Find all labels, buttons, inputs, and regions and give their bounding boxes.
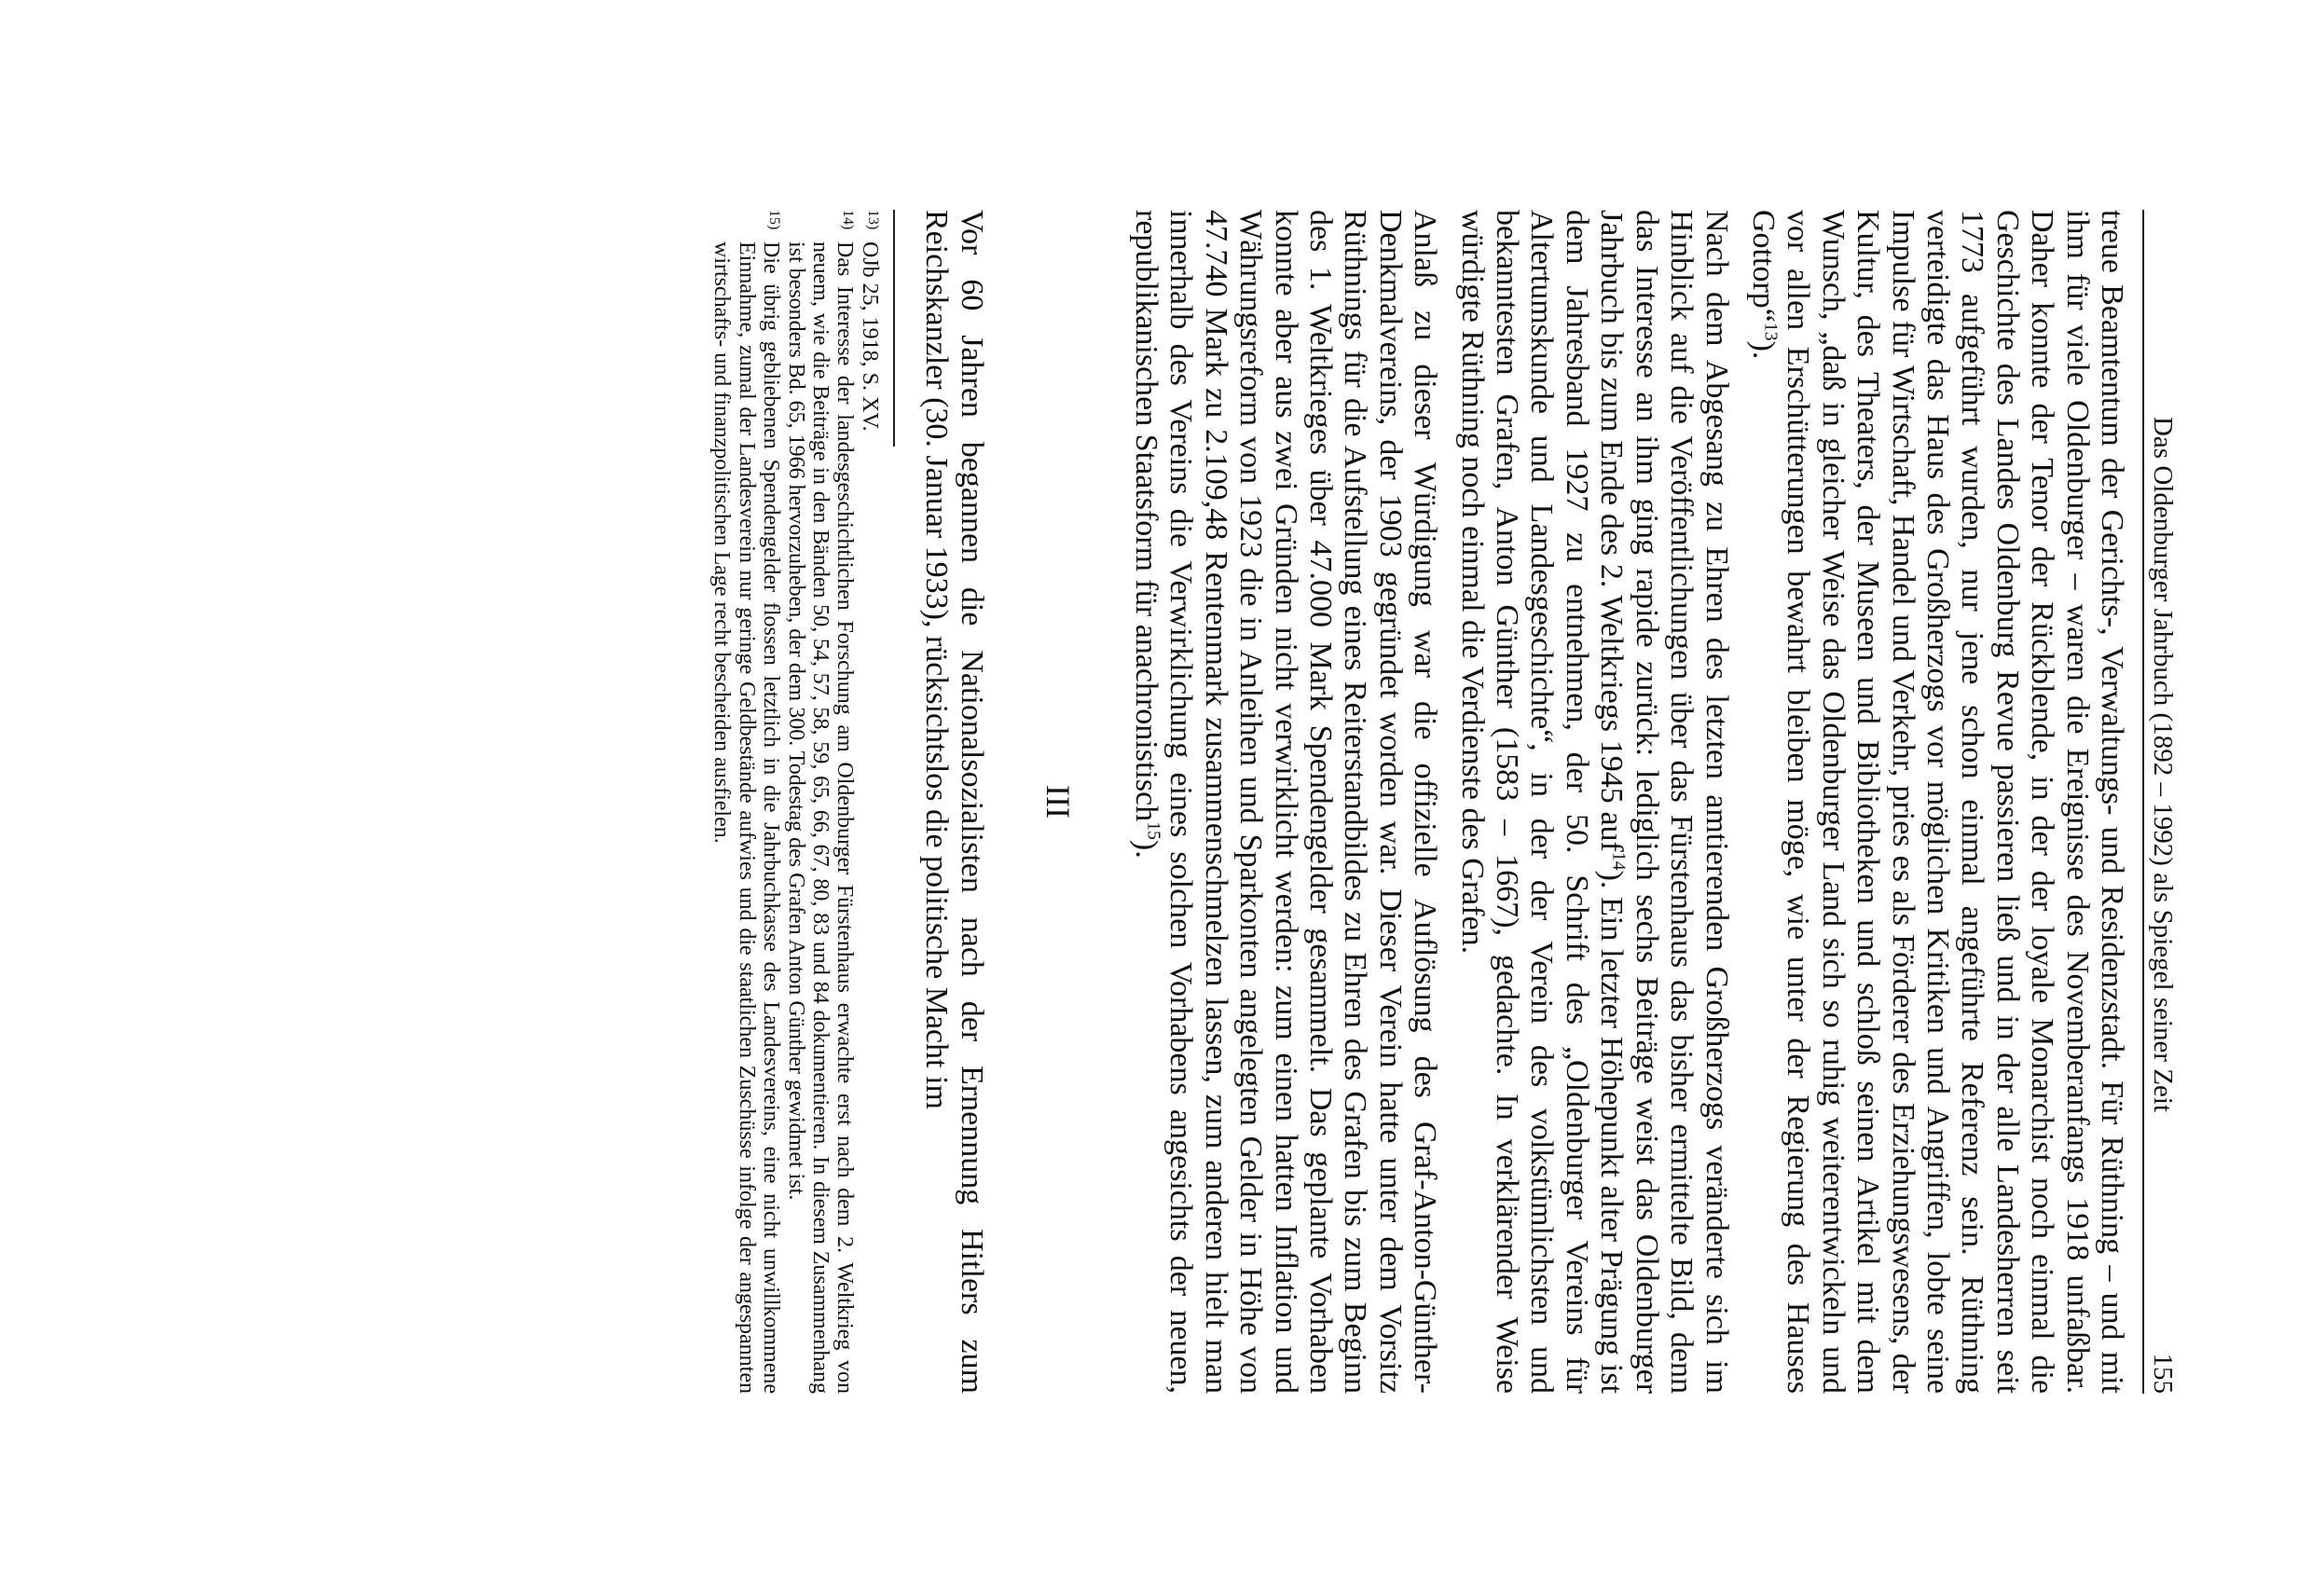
section-heading: III bbox=[1039, 785, 1077, 819]
paragraph-text: Vor 60 Jahren begannen die Nationalsozialisten nach der Ernennung Hitlers zum Reichskanzler (30. Januar 1933), rücksichtslos die politische Macht im bbox=[919, 210, 989, 1394]
rotated-page-content bbox=[224, 210, 2181, 1394]
footnote-reference: 15 bbox=[1143, 821, 1164, 840]
paragraph-text-end: ). bbox=[1745, 340, 1781, 360]
footnote bbox=[857, 210, 881, 1394]
paragraph-text-cont: ). Ein letzter Höhepunkt alter Prägung ist dem Jahresband 1927 zu entnehmen, der 50. Schrift des „Oldenburger Vereins für Altertumskunde und Landesgeschichte“, in der der Verein des volkstümlichsten und bekanntesten Grafen, Anton Günther (1583 – 1667), gedachte. In verklärender Weise würdigte Rüthning noch einmal die Verdienste des Grafen. bbox=[1454, 210, 1630, 1395]
footnote bbox=[783, 210, 857, 1394]
footnote-mark: 13) bbox=[864, 210, 881, 230]
footnote-reference: 14 bbox=[1608, 851, 1630, 871]
paragraph bbox=[1746, 210, 2129, 1394]
page-number: 155 bbox=[2148, 1353, 2178, 1394]
footnote-text: OJb 25, 1918, S. XV. bbox=[857, 241, 882, 432]
paragraph-text: Anlaß zu dieser Würdigung war die offizielle Auflösung des Graf-Anton-Günther-Denkmalvereins, der 1903 gegründet worden war. Dieser Verein hatte unter dem Vorsitz Rüthnings für die Aufstellung eines Reiterstandbildes zu Ehren des Grafen bis zum Beginn des 1. Weltkrieges über 47.000 Mark Spendengelder gesammelt. Das geplante Vorhaben konnte aber aus zwei Gründen nicht verwirklicht werden: zum einen hatten Inflation und Währungsreform von 1923 die in Anleihen und Sparkonten angelegten Gelder in Höhe von 47.740 Mark zu 2.109,48 Rentenmark zusammenschmelzen lassen, zum anderen hielt man innerhalb des Vereins die Verwirklichung eines solchen Vorhabens angesichts der neuen, republikanischen Staatsform für anachronistisch bbox=[1129, 210, 1443, 1394]
footnote-reference: 13 bbox=[1760, 322, 1782, 341]
footnote bbox=[709, 210, 783, 1394]
footnote-divider bbox=[893, 210, 895, 447]
paragraph bbox=[1454, 210, 1733, 1394]
footnotes bbox=[709, 210, 882, 1394]
footnote-text: Das Interesse der landesgeschichtlichen Forschung am Oldenburger Fürstenhaus erwachte erst nach dem 2. Weltkrieg von neuem, wie die Beiträge in den Bänden 50, 54, 57, 58, 59, 65, 66, 67, 80, 83 und 84 dokumentieren. In diesem Zusammenhang ist besonders Bd. 65, 1966 hervorzuheben, der dem 300. Todestag des Grafen Anton Günther gewidmet ist. bbox=[783, 241, 858, 1394]
footnote-text: Die übrig gebliebenen Spendengelder flossen letztlich in die Jahrbuchkasse des Landesvereins, eine nicht unwillkommene Einnahme, zumal der Landesverein nur geringe Geldbestände aufwies und die staatlichen Zuschüsse infolge der angespannten wirtschafts- und finanzpolitischen Lage recht bescheiden ausfielen. bbox=[709, 241, 784, 1394]
paragraph-text: treue Beamtentum der Gerichts-, Verwaltungs- und Residenzstadt. Für Rüthning – und mit ihm für viele Oldenburger – waren die Ereignisse des Novemberanfangs 1918 unfaßbar. Daher konnte der Tenor der Rückblende, in der der loyale Monarchist noch einmal die Geschichte des Landes Oldenburg Revue passieren ließ und in der alle Landesherren seit 1773 aufgeführt wurden, nur jene schon einmal angeführte Referenz sein. Rüthning verteidigte das Haus des Großherzogs vor möglichen Kritiken und Angriffen, lobte seine Impulse für Wirtschaft, Handel und Verkehr, pries es als Förderer des Erziehungswesens, der Kultur, des Theaters, der Museen und Bibliotheken und schloß seinen Artikel mit dem Wunsch, „daß in gleicher Weise das Oldenburger Land sich so ruhig weiterentwickeln und vor allen Erschütterungen bewahrt bleiben möge, wie unter der Regierung des Hauses Gottorp“ bbox=[1745, 210, 2129, 1394]
running-head-title: Das Oldenburger Jahrbuch (1892 – 1992) als Spiegel seiner Zeit bbox=[2148, 416, 2178, 1113]
running-head bbox=[2142, 210, 2181, 1394]
paragraph-text-end: ). bbox=[1129, 839, 1164, 859]
paragraph-text: Nach dem Abgesang zu Ehren des letzten amtierenden Großherzogs veränderte sich im Hinblick auf die Veröffentlichungen über das Fürstenhaus das bisher ermittelte Bild, denn das Interesse an ihm ging rapide zurück: lediglich sechs Beiträge weist das Oldenburger Jahrbuch bis zum Ende des 2. Weltkriegs 1945 auf bbox=[1594, 210, 1734, 1394]
body-text bbox=[919, 210, 2129, 1394]
footnote-mark: 15) bbox=[766, 210, 783, 230]
footnote-mark: 14) bbox=[840, 210, 857, 230]
paragraph bbox=[919, 210, 989, 1394]
paragraph bbox=[1129, 210, 1443, 1394]
